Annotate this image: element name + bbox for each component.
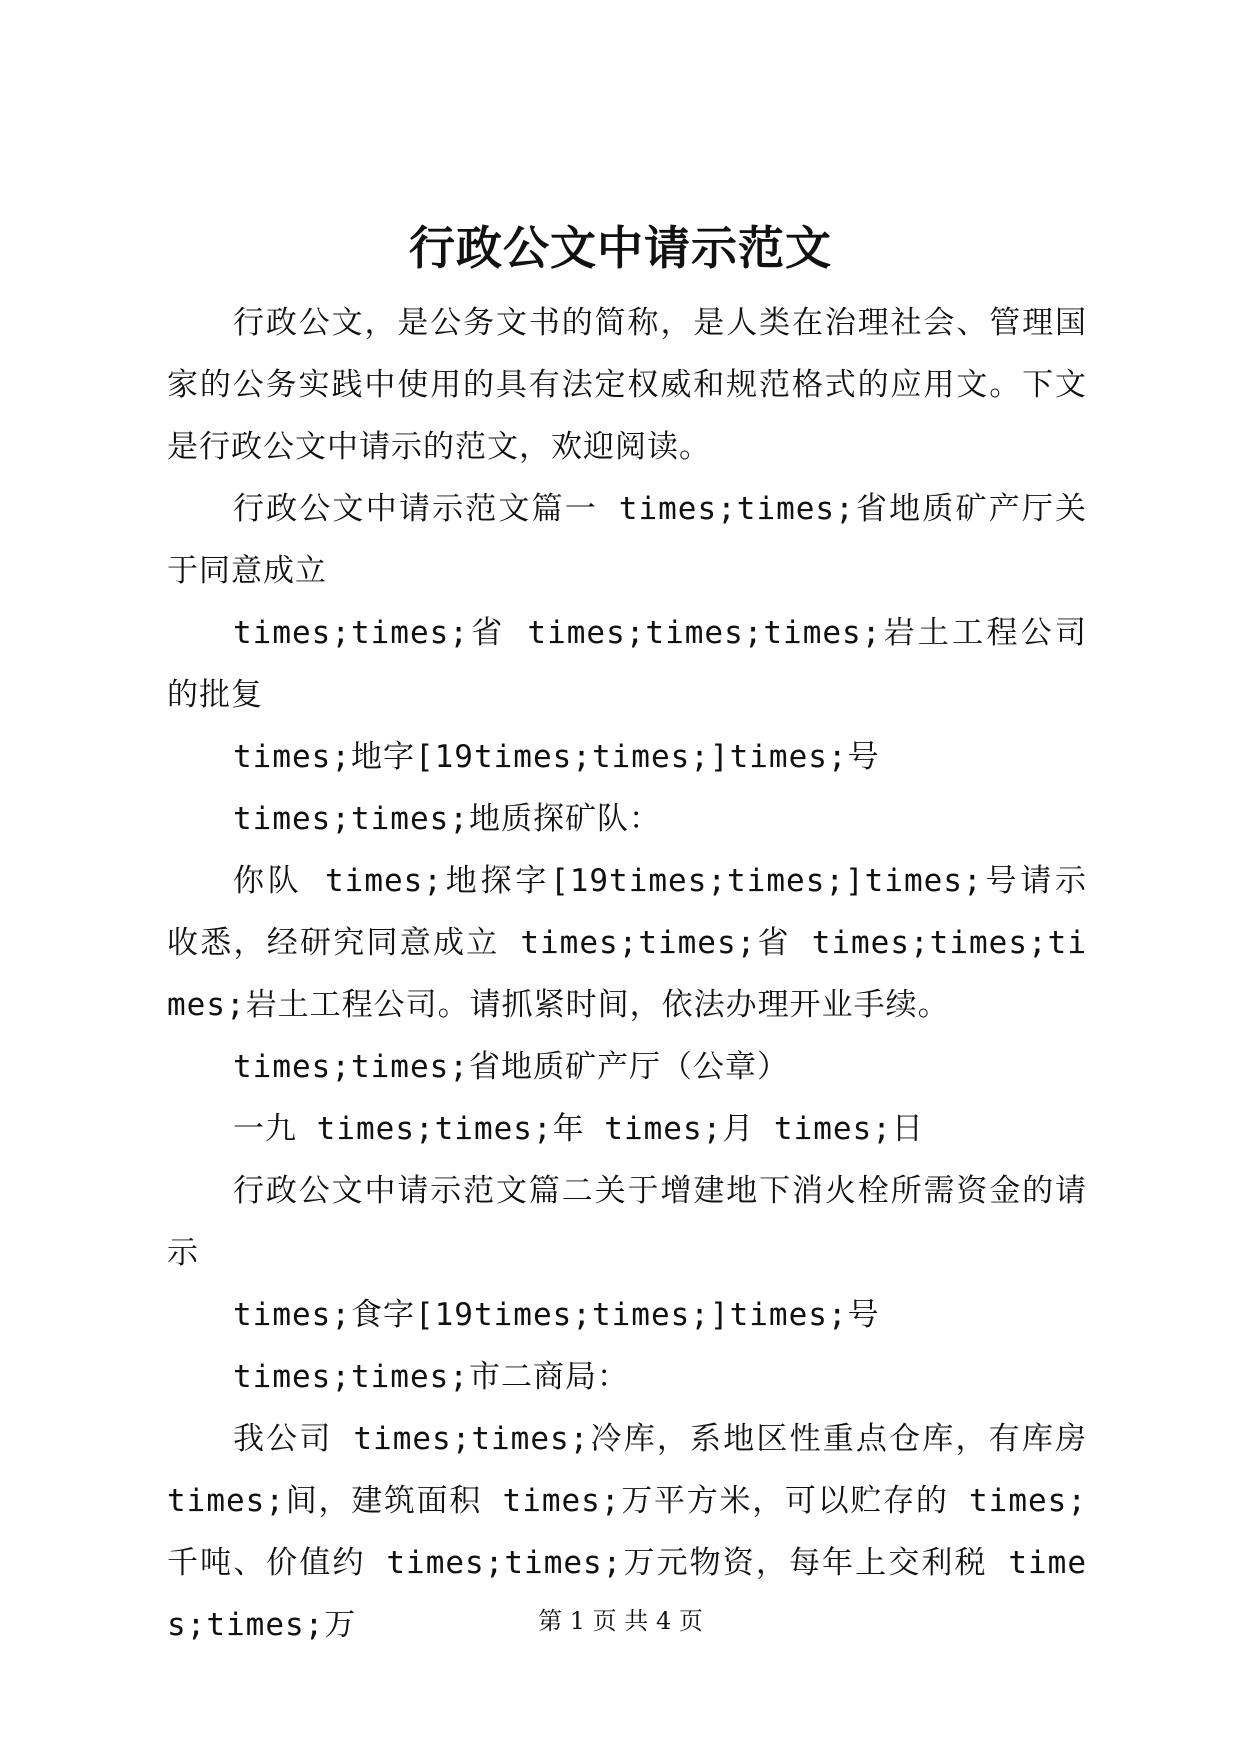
paragraph-sample-two-number: times;食字[19times;times;]times;号	[233, 1297, 880, 1333]
paragraph-sample-two-body: 我公司 times;times;冷库，系地区性重点仓库，有库房 times;间，建筑面积 times;万平方米，可以贮存的 times;千吨、价值约 times;times;万元物资，每年上交利税 times;times;万	[167, 1421, 1087, 1643]
paragraph-recipient: times;times;地质探矿队：	[233, 801, 661, 837]
paragraph-sample-one-heading: 行政公文中请示范文篇一 times;times;省地质矿产厅关于同意成立	[167, 491, 1087, 589]
paragraph-issuer: times;times;省地质矿产厅（公章）	[233, 1049, 789, 1085]
paragraph-intro: 行政公文，是公务文书的简称，是人类在治理社会、管理国家的公务实践中使用的具有法定权威和规范格式的应用文。下文是行政公文中请示的范文，欢迎阅读。	[167, 305, 1087, 465]
page-footer: 第 1 页 共 4 页	[538, 1607, 703, 1635]
paragraph-sample-two-heading: 行政公文中请示范文篇二关于增建地下消火栓所需资金的请示	[167, 1173, 1087, 1271]
document-title: 行政公文中请示范文	[409, 221, 832, 275]
paragraph-reply-title: times;times;省 times;times;times;岩土工程公司的批复	[167, 615, 1087, 713]
paragraph-reply-body: 你队 times;地探字[19times;times;]times;号请示收悉，经研究同意成立 times;times;省 times;times;times;岩土工程公司。请抓紧时间，依法办理开业手续。	[167, 863, 1087, 1023]
paragraph-sample-two-recipient: times;times;市二商局：	[233, 1359, 629, 1395]
document-body	[167, 292, 1087, 1656]
paragraph-reference-number: times;地字[19times;times;]times;号	[233, 739, 880, 775]
paragraph-date: 一九 times;times;年 times;月 times;日	[233, 1111, 924, 1147]
